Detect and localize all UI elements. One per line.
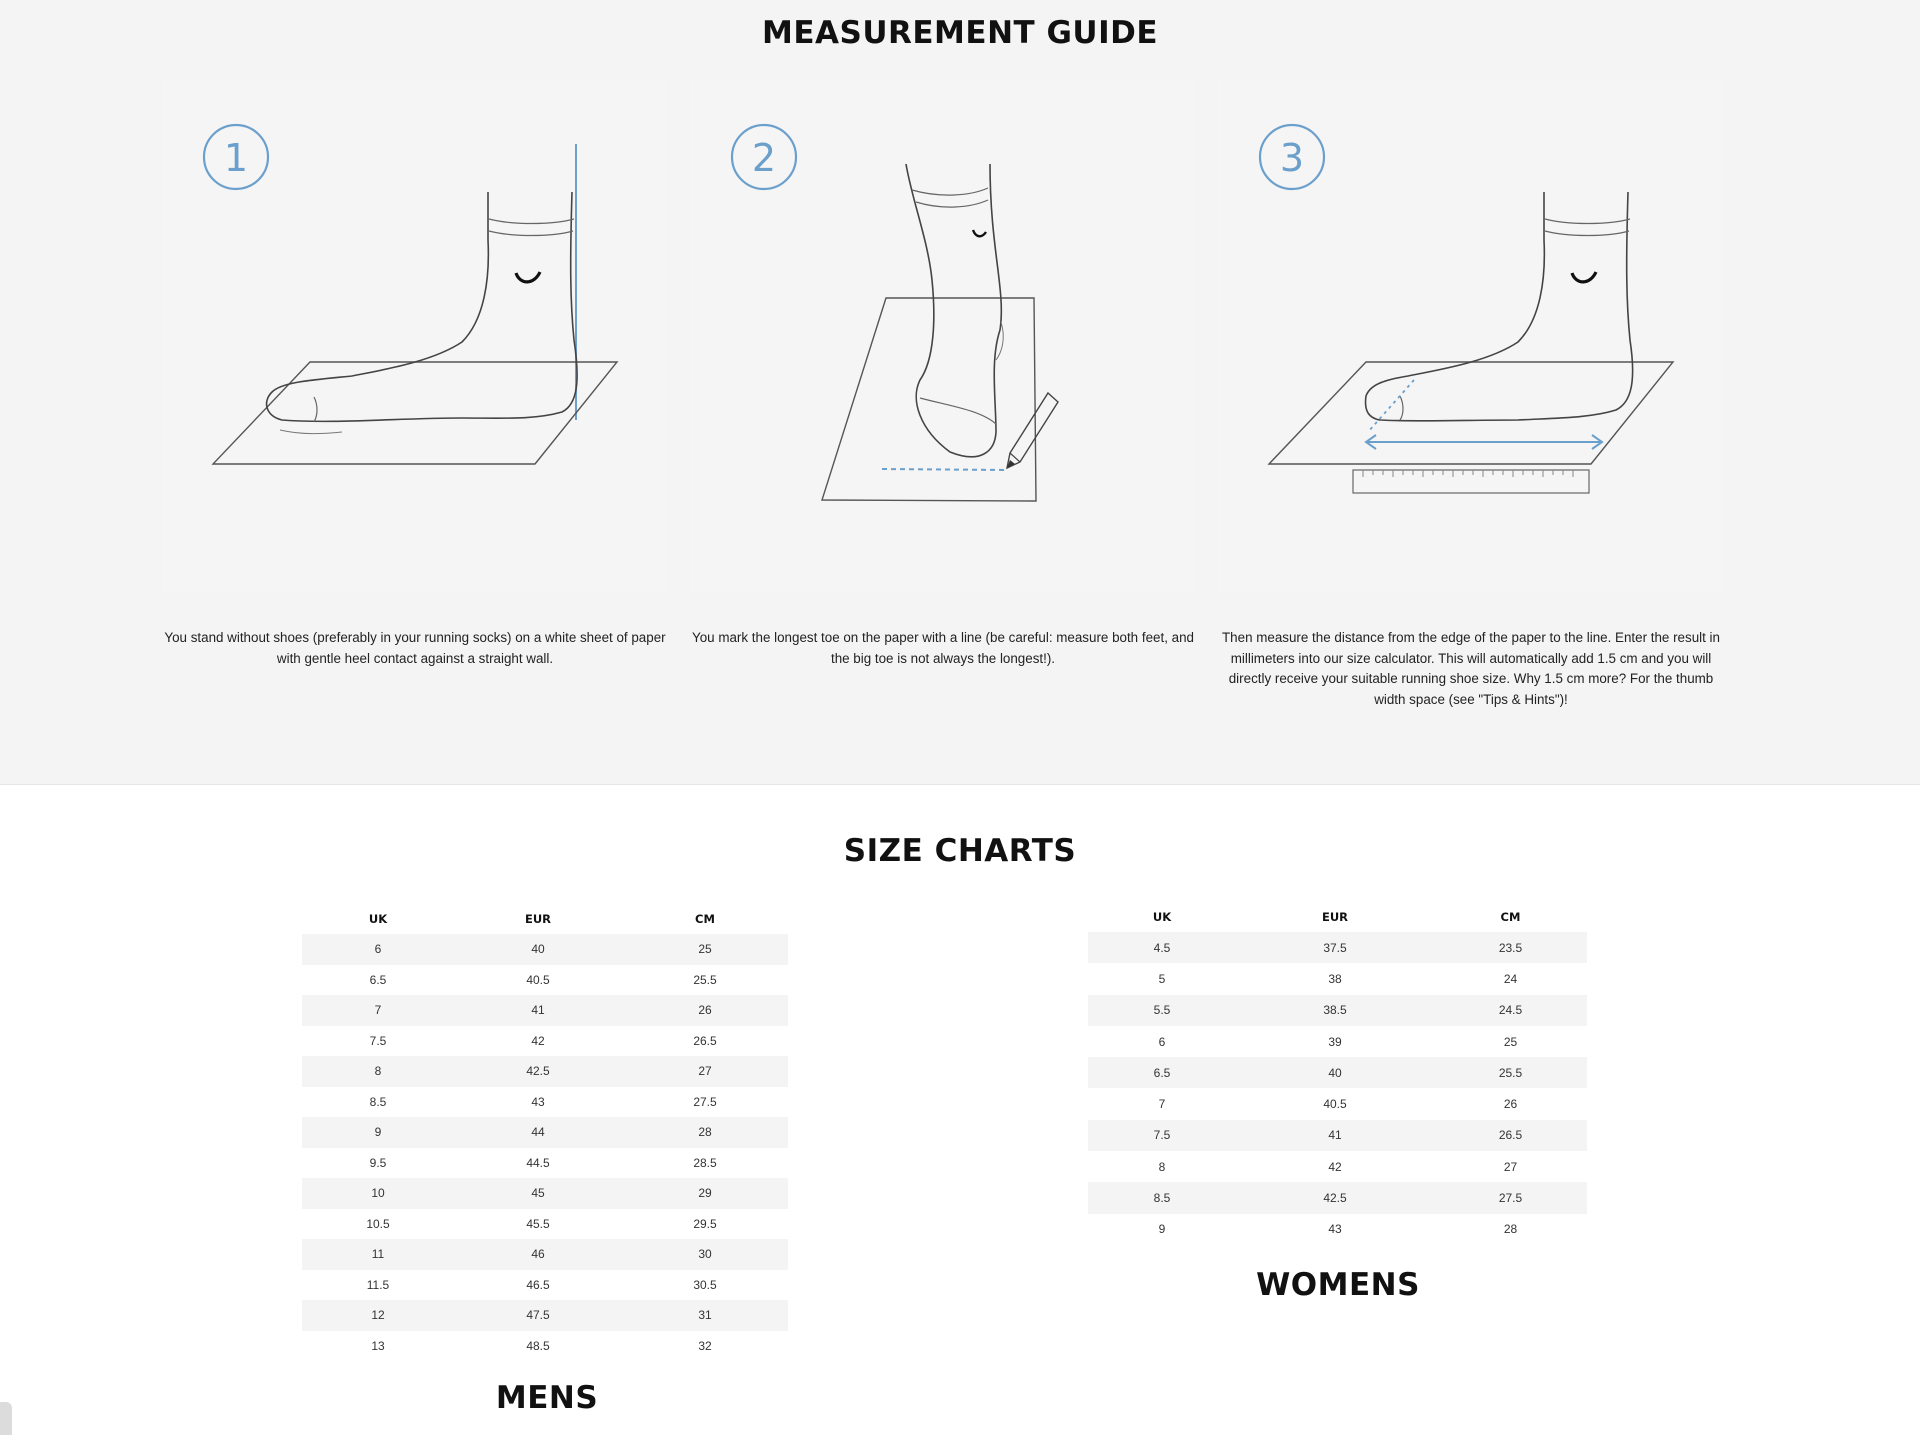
column-header-uk: UK bbox=[368, 912, 388, 926]
cell-eur: 38 bbox=[1328, 971, 1342, 986]
cell-uk: 5.5 bbox=[1088, 995, 1236, 1026]
cell-uk: 6.5 bbox=[369, 972, 387, 987]
cell-eur: 47.5 bbox=[454, 1300, 622, 1331]
table-row bbox=[1088, 1120, 1587, 1151]
cell-cm: 24.5 bbox=[1434, 995, 1587, 1026]
table-row bbox=[1088, 1026, 1587, 1057]
cell-cm: 26 bbox=[1503, 1097, 1518, 1112]
cell-uk: 7 bbox=[1158, 1097, 1166, 1112]
cell-uk: 7.5 bbox=[1088, 1120, 1236, 1151]
table-header-row bbox=[1088, 902, 1587, 932]
step-1-number: 1 bbox=[223, 136, 249, 180]
step-3-panel bbox=[1218, 80, 1723, 592]
cell-cm: 32 bbox=[698, 1338, 712, 1353]
cell-cm: 27.5 bbox=[1434, 1182, 1587, 1213]
cell-uk: 13 bbox=[371, 1338, 385, 1353]
cell-eur: 40.5 bbox=[526, 972, 550, 987]
pencil-icon bbox=[1007, 393, 1058, 468]
table-row bbox=[302, 1178, 788, 1209]
cell-cm: 25.5 bbox=[1434, 1057, 1587, 1088]
cell-uk: 8 bbox=[302, 1056, 454, 1087]
cell-eur: 41 bbox=[454, 995, 622, 1026]
table-row bbox=[302, 1331, 788, 1362]
cell-cm: 25 bbox=[1503, 1034, 1518, 1049]
step-3-number: 3 bbox=[1279, 136, 1305, 180]
cell-uk: 11.5 bbox=[366, 1277, 390, 1292]
cell-eur: 40.5 bbox=[1323, 1097, 1347, 1112]
cell-cm: 27.5 bbox=[693, 1094, 717, 1109]
cell-uk: 8 bbox=[1158, 1159, 1166, 1174]
table-row bbox=[302, 1056, 788, 1087]
table-row bbox=[1088, 1151, 1587, 1182]
table-row bbox=[302, 1239, 788, 1270]
cell-eur: 43 bbox=[1328, 1222, 1342, 1237]
cell-cm: 27 bbox=[622, 1056, 788, 1087]
table-row bbox=[1088, 1088, 1587, 1119]
measurement-guide-title: MEASUREMENT GUIDE bbox=[761, 15, 1159, 51]
cell-cm: 28 bbox=[622, 1117, 788, 1148]
cell-uk: 6 bbox=[1158, 1034, 1166, 1049]
cell-eur: 38.5 bbox=[1236, 995, 1434, 1026]
measure-arrow-icon bbox=[1366, 435, 1602, 449]
cell-cm: 29.5 bbox=[693, 1216, 717, 1231]
cell-cm: 25.5 bbox=[693, 972, 717, 987]
womens-label: WOMENS bbox=[1256, 1267, 1420, 1303]
cell-eur: 41 bbox=[1236, 1120, 1434, 1151]
table-row bbox=[302, 1148, 788, 1179]
cell-eur: 42 bbox=[1328, 1159, 1342, 1174]
step-1-panel bbox=[162, 80, 667, 592]
cell-cm: 23.5 bbox=[1434, 932, 1587, 963]
cell-eur: 48.5 bbox=[526, 1338, 550, 1353]
table-row bbox=[1088, 995, 1587, 1026]
step-2-description: You mark the longest toe on the paper with a line (be careful: measure both feet, and the big toe is not always the longest!). bbox=[692, 630, 1194, 666]
cell-eur: 46.5 bbox=[526, 1277, 550, 1292]
column-header-eur: EUR bbox=[524, 912, 552, 926]
cell-cm: 27 bbox=[1503, 1159, 1518, 1174]
table-row bbox=[302, 1117, 788, 1148]
cell-cm: 31 bbox=[622, 1300, 788, 1331]
cell-eur: 44.5 bbox=[526, 1155, 550, 1170]
cell-uk: 6.5 bbox=[1088, 1057, 1236, 1088]
womens-size-table bbox=[1088, 902, 1587, 1245]
cell-eur: 37.5 bbox=[1236, 932, 1434, 963]
table-header-row bbox=[302, 904, 788, 934]
mens-size-chart bbox=[302, 904, 788, 1361]
foot-against-wall-illustration bbox=[162, 80, 667, 592]
table-row bbox=[1088, 932, 1587, 963]
cell-eur: 40 bbox=[1236, 1057, 1434, 1088]
cell-eur: 45.5 bbox=[526, 1216, 550, 1231]
cell-eur: 40 bbox=[454, 934, 622, 965]
cell-cm: 30 bbox=[622, 1239, 788, 1270]
cell-cm: 26.5 bbox=[693, 1033, 717, 1048]
paper-sheet-icon bbox=[1269, 362, 1673, 464]
cell-uk: 6 bbox=[302, 934, 454, 965]
cell-eur: 46 bbox=[454, 1239, 622, 1270]
mark-toe-with-pencil-illustration bbox=[690, 80, 1195, 592]
table-row bbox=[302, 1026, 788, 1057]
table-row bbox=[302, 934, 788, 965]
cell-cm: 25 bbox=[622, 934, 788, 965]
table-row bbox=[302, 1209, 788, 1240]
table-row bbox=[302, 965, 788, 996]
cell-uk: 8.5 bbox=[369, 1094, 387, 1109]
table-row bbox=[1088, 963, 1587, 994]
cell-cm: 30.5 bbox=[693, 1277, 717, 1292]
cell-uk: 10 bbox=[302, 1178, 454, 1209]
step-1-description: You stand without shoes (preferably in your running socks) on a white sheet of paper with gentle heel contact against a straight wall. bbox=[164, 630, 666, 666]
cell-cm: 28 bbox=[1503, 1222, 1518, 1237]
mens-label: MENS bbox=[495, 1380, 599, 1416]
mens-size-table bbox=[302, 904, 788, 1361]
feedback-tab[interactable] bbox=[0, 1402, 12, 1435]
cell-eur: 44 bbox=[454, 1117, 622, 1148]
cell-uk: 9 bbox=[302, 1117, 454, 1148]
column-header-eur: EUR bbox=[1321, 910, 1349, 924]
cell-cm: 29 bbox=[622, 1178, 788, 1209]
womens-size-chart bbox=[1088, 902, 1587, 1245]
size-charts-title: SIZE CHARTS bbox=[843, 833, 1077, 869]
measure-with-ruler-illustration bbox=[1218, 80, 1723, 592]
step-3-description: Then measure the distance from the edge of the paper to the line. Enter the result in millimeters into our size calculator. This will automatically add 1.5 cm and you will directly receive your suitable running shoe size. Why 1.5 cm more? For the thumb width space (see "Tips & Hints")! bbox=[1222, 630, 1720, 707]
cell-uk: 9.5 bbox=[369, 1155, 387, 1170]
cell-uk: 10.5 bbox=[366, 1216, 390, 1231]
table-row bbox=[1088, 1214, 1587, 1245]
table-row bbox=[302, 1300, 788, 1331]
step-2-number: 2 bbox=[751, 136, 777, 180]
ruler-icon bbox=[1353, 470, 1589, 493]
cell-eur: 42 bbox=[531, 1033, 545, 1048]
table-row bbox=[1088, 1182, 1587, 1213]
cell-cm: 26.5 bbox=[1434, 1120, 1587, 1151]
cell-uk: 4.5 bbox=[1088, 932, 1236, 963]
cell-uk: 9 bbox=[1158, 1222, 1166, 1237]
column-header-cm: CM bbox=[1500, 910, 1521, 924]
table-row bbox=[1088, 1057, 1587, 1088]
cell-uk: 11 bbox=[302, 1239, 454, 1270]
cell-cm: 26 bbox=[622, 995, 788, 1026]
cell-uk: 7 bbox=[302, 995, 454, 1026]
cell-uk: 12 bbox=[302, 1300, 454, 1331]
cell-eur: 45 bbox=[454, 1178, 622, 1209]
cell-uk: 5 bbox=[1158, 971, 1166, 986]
cell-cm: 28.5 bbox=[693, 1155, 717, 1170]
cell-eur: 42.5 bbox=[1236, 1182, 1434, 1213]
table-row bbox=[302, 1087, 788, 1118]
column-header-uk: UK bbox=[1152, 910, 1172, 924]
cell-eur: 43 bbox=[531, 1094, 545, 1109]
cell-eur: 39 bbox=[1328, 1034, 1342, 1049]
column-header-cm: CM bbox=[695, 912, 715, 926]
cell-uk: 8.5 bbox=[1088, 1182, 1236, 1213]
table-row bbox=[302, 1270, 788, 1301]
cell-eur: 42.5 bbox=[454, 1056, 622, 1087]
toe-mark-line-icon bbox=[882, 469, 1008, 470]
cell-cm: 24 bbox=[1503, 971, 1518, 986]
cell-uk: 7.5 bbox=[369, 1033, 387, 1048]
table-row bbox=[302, 995, 788, 1026]
step-2-panel bbox=[690, 80, 1195, 592]
